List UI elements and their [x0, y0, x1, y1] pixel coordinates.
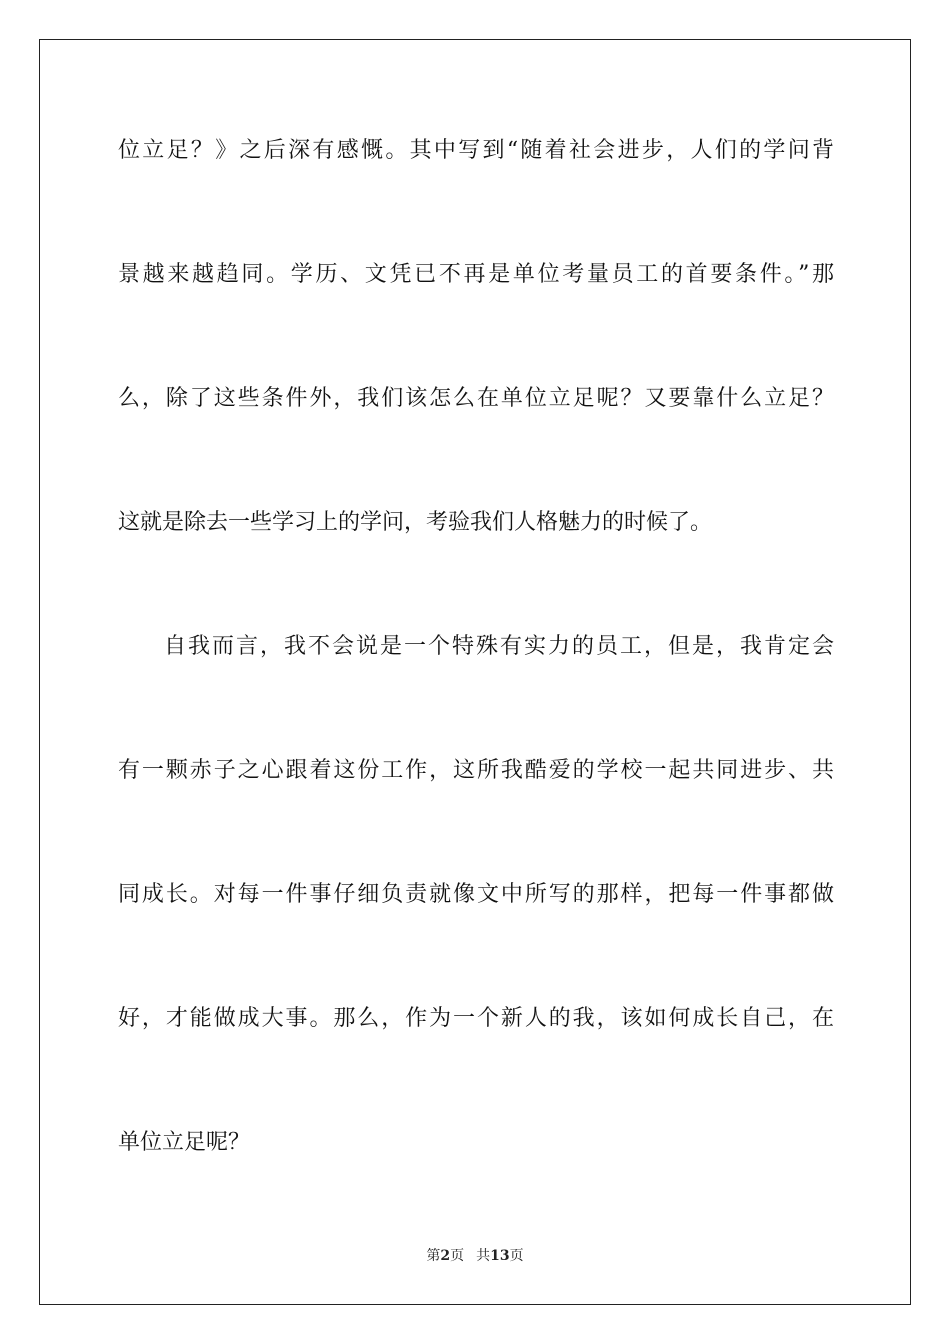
document-body — [118, 128, 834, 1166]
text-line-3: 么，除了这些条件外，我们该怎么在单位立足呢？又要靠什么立足？ — [118, 386, 834, 411]
total-pages: 13 — [490, 1248, 510, 1264]
line-gap — [118, 546, 834, 624]
line-gap — [118, 298, 834, 376]
text-line-5: 自我而言，我不会说是一个特殊有实力的员工，但是，我肯定会 — [164, 634, 834, 659]
text-line-6: 有一颗赤子之心跟着这份工作，这所我酷爱的学校一起共同进步、共 — [118, 758, 834, 783]
page-number: 2 — [440, 1248, 451, 1264]
text-line-4: 这就是除去一些学习上的学问，考验我们人格魅力的时候了。 — [118, 510, 713, 535]
total-prefix: 共 — [476, 1248, 491, 1264]
line-gap — [118, 918, 834, 996]
line-gap — [118, 422, 834, 500]
line-gap — [118, 670, 834, 748]
line-gap — [118, 174, 834, 252]
text-line-2: 景越来越趋同。学历、文凭已不再是单位考量员工的首要条件。”那 — [118, 262, 834, 287]
line-gap — [118, 794, 834, 872]
page-prefix: 第 — [426, 1248, 441, 1264]
line-gap — [118, 1042, 834, 1120]
page-suffix: 页 — [450, 1248, 465, 1264]
text-line-7: 同成长。对每一件事仔细负责就像文中所写的那样，把每一件事都做 — [118, 882, 834, 907]
text-line-8: 好，才能做成大事。那么，作为一个新人的我，该如何成长自己，在 — [118, 1006, 834, 1031]
total-suffix: 页 — [509, 1248, 524, 1264]
text-line-1: 位立足？》之后深有感慨。其中写到“随着社会进步，人们的学问背 — [118, 138, 834, 163]
text-line-9: 单位立足呢？ — [118, 1130, 251, 1155]
page-footer — [0, 1246, 950, 1266]
